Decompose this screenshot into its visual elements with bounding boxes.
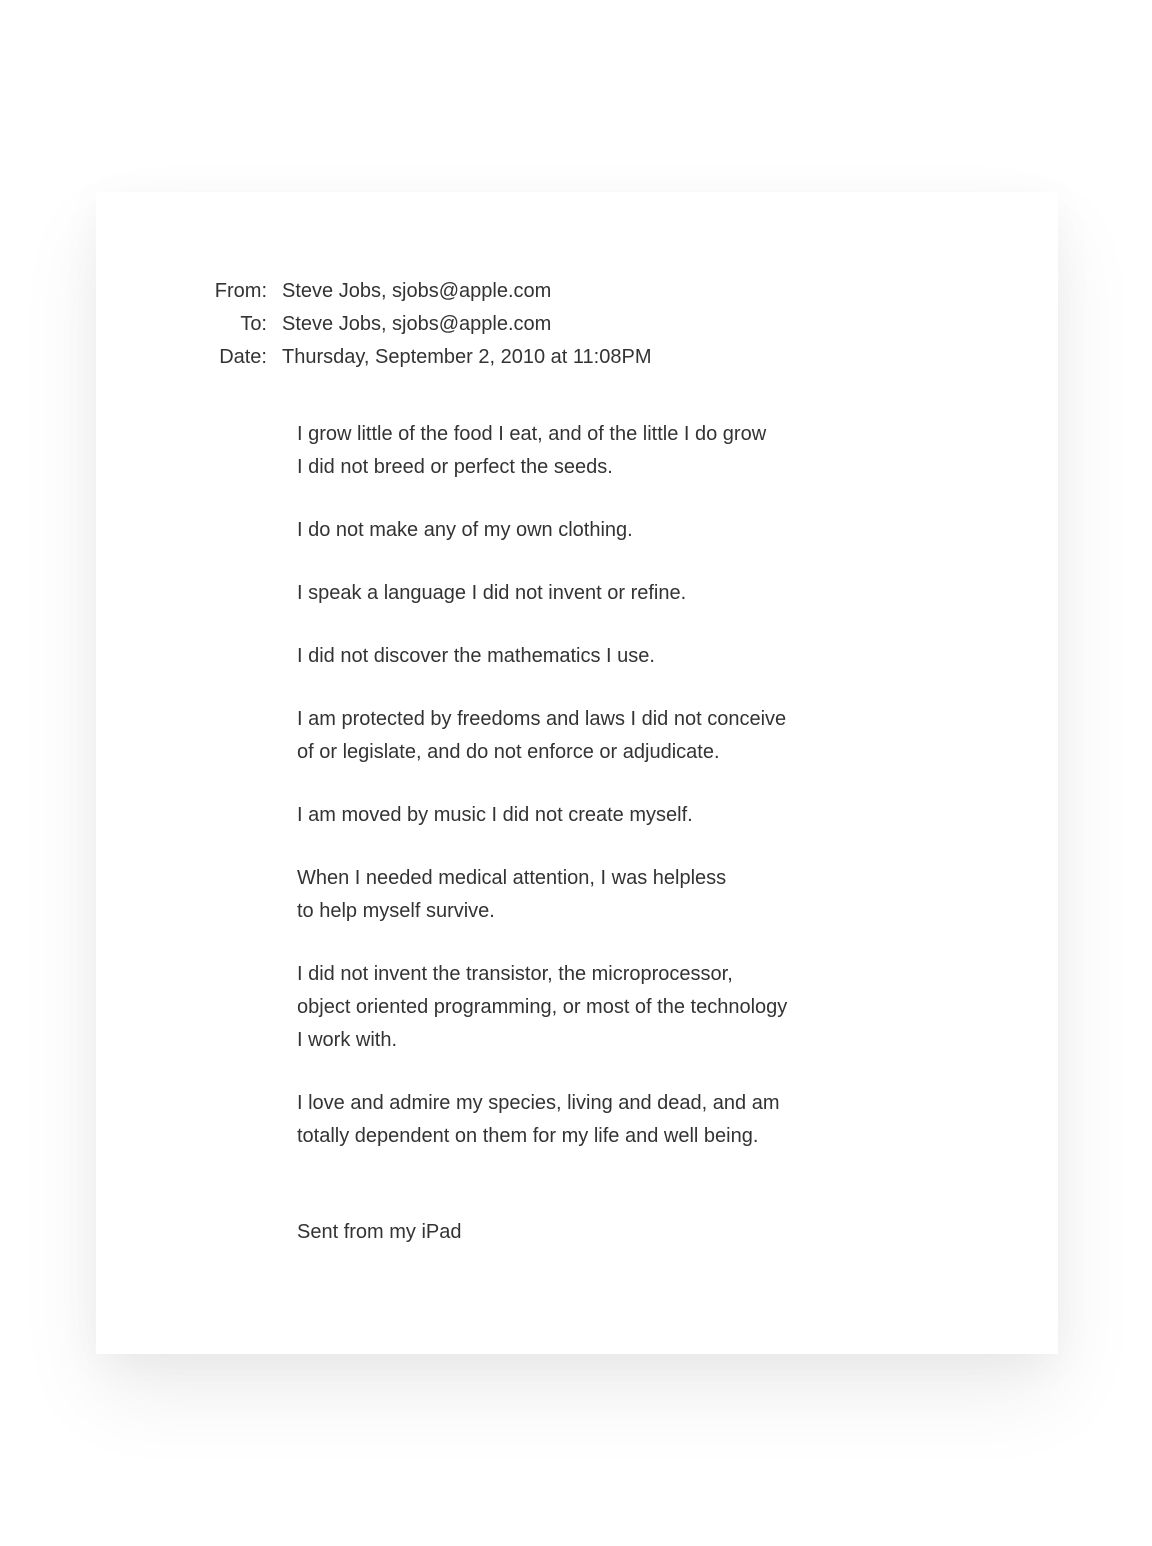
paragraph-line: I grow little of the food I eat, and of the little I do grow xyxy=(297,423,767,445)
from-value: Steve Jobs, sjobs@apple.com xyxy=(282,280,552,302)
email-signature: Sent from my iPad xyxy=(297,1221,462,1243)
paragraph xyxy=(297,1087,997,1153)
to-label: To: xyxy=(240,313,267,335)
paragraph-line: I did not breed or perfect the seeds. xyxy=(297,456,613,478)
paragraph-line: object oriented programming, or most of the technology xyxy=(297,996,788,1018)
paragraph xyxy=(297,703,997,769)
paragraph xyxy=(297,418,997,484)
email-page xyxy=(96,192,1058,1354)
paragraph xyxy=(297,799,997,832)
date-label: Date: xyxy=(219,346,267,368)
email-header xyxy=(96,280,1058,379)
to-value: Steve Jobs, sjobs@apple.com xyxy=(282,313,552,335)
header-date-row xyxy=(96,346,1058,379)
paragraph-line: I am protected by freedoms and laws I did not conceive xyxy=(297,708,787,730)
paragraph-line: When I needed medical attention, I was helpless xyxy=(297,867,727,889)
paragraph xyxy=(297,862,997,928)
paragraph-line: I speak a language I did not invent or refine. xyxy=(297,582,687,604)
paragraph-line: I love and admire my species, living and dead, and am xyxy=(297,1092,780,1114)
paragraph xyxy=(297,577,997,610)
from-label: From: xyxy=(214,280,267,302)
paragraph-line: totally dependent on them for my life and well being. xyxy=(297,1125,759,1147)
paragraph-line: to help myself survive. xyxy=(297,900,495,922)
paragraph-line: I did not discover the mathematics I use. xyxy=(297,645,655,667)
paragraph-line: I am moved by music I did not create myself. xyxy=(297,804,693,826)
header-from-row xyxy=(96,280,1058,313)
email-body xyxy=(297,418,997,1183)
paragraph-line: of or legislate, and do not enforce or adjudicate. xyxy=(297,741,720,763)
paragraph-line: I work with. xyxy=(297,1029,398,1051)
paragraph xyxy=(297,514,997,547)
paragraph xyxy=(297,958,997,1057)
paragraph xyxy=(297,640,997,673)
date-value: Thursday, September 2, 2010 at 11:08PM xyxy=(282,346,652,368)
header-to-row xyxy=(96,313,1058,346)
paragraph-line: I did not invent the transistor, the microprocessor, xyxy=(297,963,733,985)
paragraph-line: I do not make any of my own clothing. xyxy=(297,519,633,541)
